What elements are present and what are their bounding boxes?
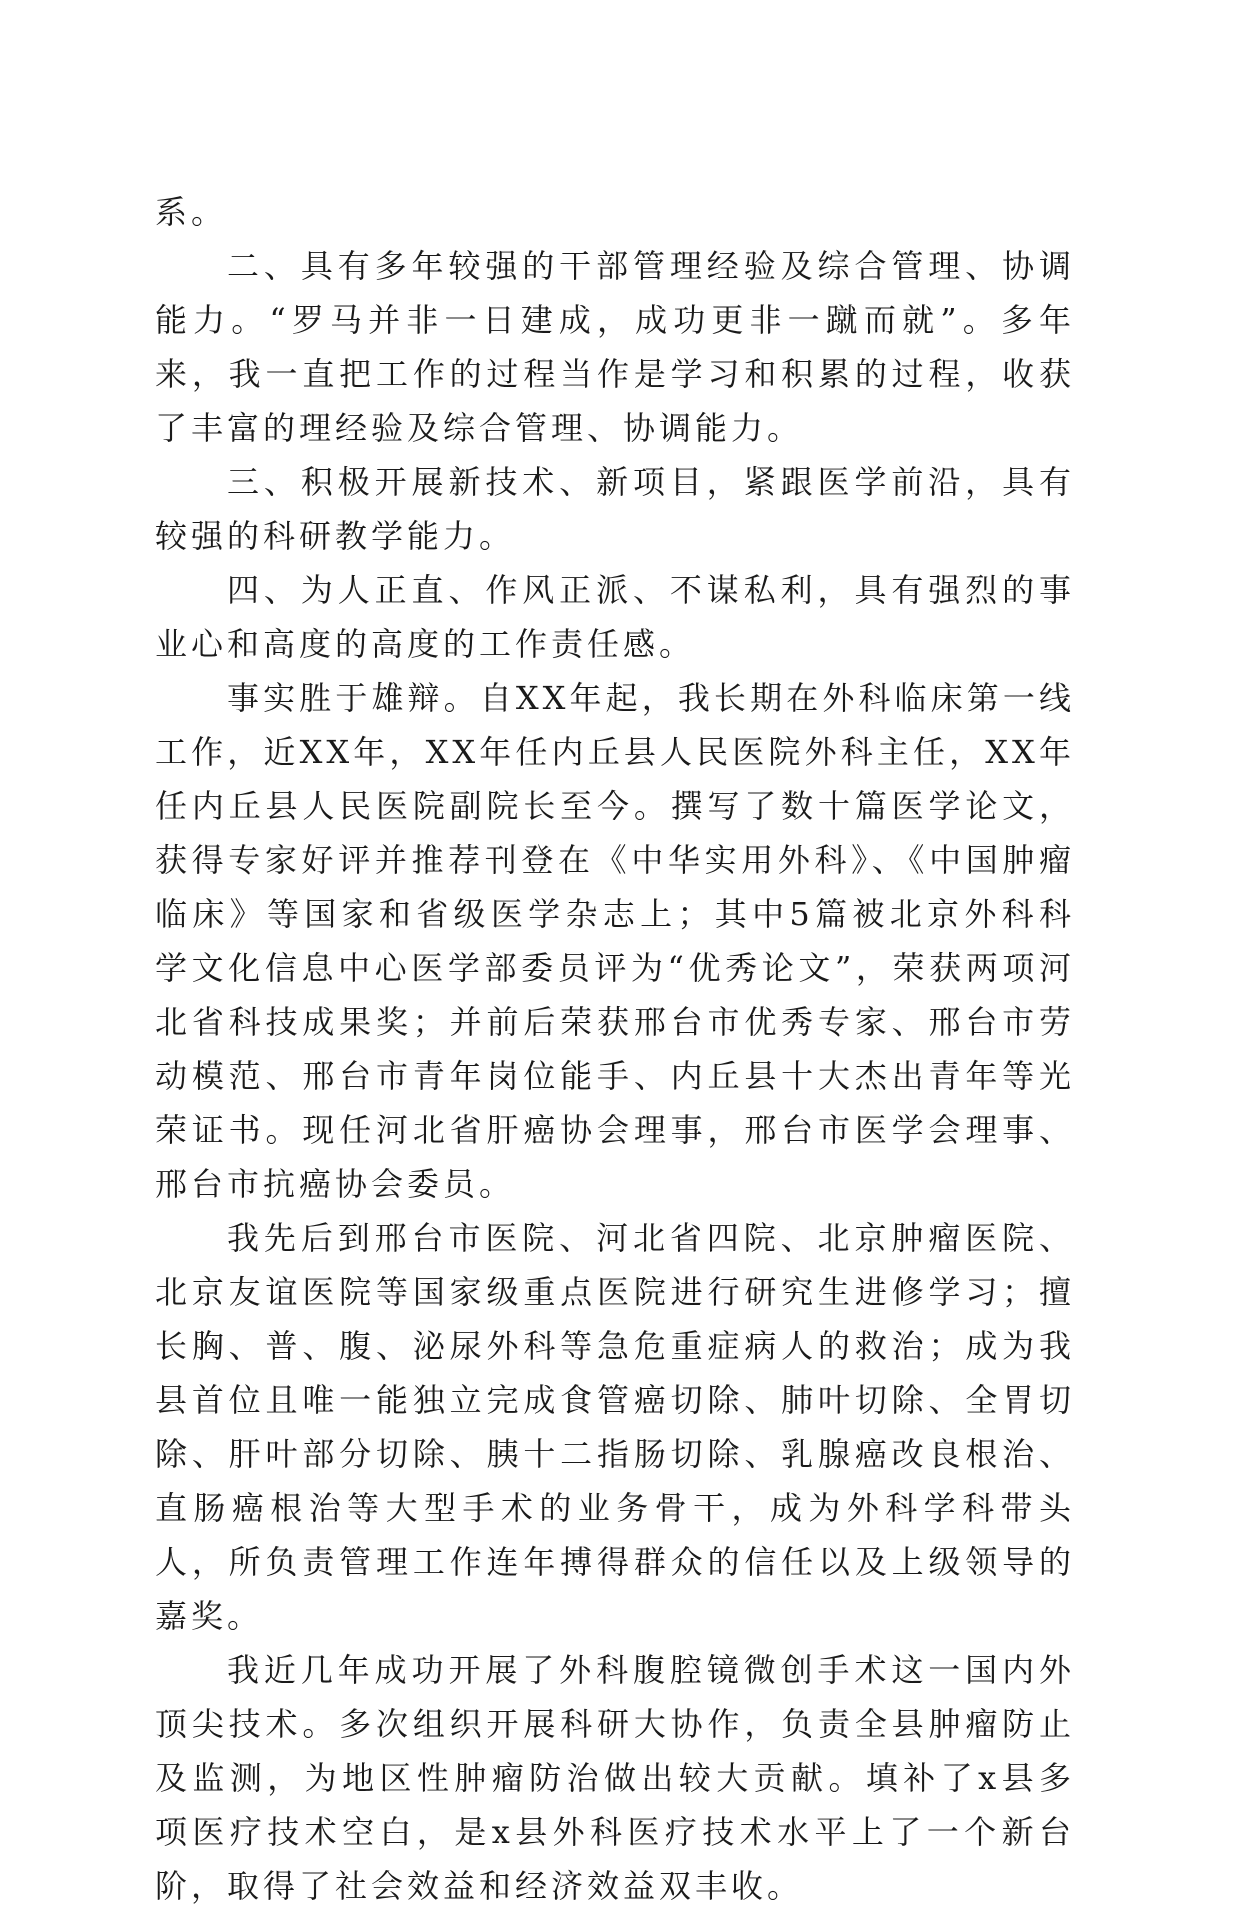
paragraph-achievements: 我近几年成功开展了外科腹腔镜微创手术这一国内外顶尖技术。多次组织开展科研大协作，负责全县肿瘤防止及监测，为地区性肿瘤防治做出较大贡献。填补了x县多项医疗技术空白，是x县外科医疗技术水平上了一个新台阶，取得了社会效益和经济效益双丰收。 — [155, 1651, 1075, 1905]
paragraph-point-four: 四、为人正直、作风正派、不谋私利，具有强烈的事业心和高度的高度的工作责任感。 — [155, 571, 1075, 663]
paragraph-training-skills: 我先后到邢台市医院、河北省四院、北京肿瘤医院、北京友谊医院等国家级重点医院进行研究生进修学习；擅长胸、普、腹、泌尿外科等急危重症病人的救治；成为我县首位且唯一能独立完成食管癌切除、肺叶切除、全胃切除、肝叶部分切除、胰十二指肠切除、乳腺癌改良根治、直肠癌根治等大型手术的业务骨干，成为外科学科带头人，所负责管理工作连年搏得群众的信任以及上级领导的嘉奖。 — [155, 1219, 1075, 1635]
paragraph-point-three: 三、积极开展新技术、新项目，紧跟医学前沿，具有较强的科研教学能力。 — [155, 463, 1075, 555]
paragraph-continuation: 系。 — [155, 193, 228, 231]
document-body — [155, 185, 1075, 1913]
paragraph-point-two: 二、具有多年较强的干部管理经验及综合管理、协调能力。“罗马并非一日建成，成功更非一蹴而就”。多年来，我一直把工作的过程当作是学习和积累的过程，收获了丰富的理经验及综合管理、协调能力。 — [155, 247, 1075, 447]
paragraph-career-record: 事实胜于雄辩。自XX年起，我长期在外科临床第一线工作，近XX年，XX年任内丘县人民医院外科主任，XX年任内丘县人民医院副院长至今。撰写了数十篇医学论文，获得专家好评并推荐刊登在《中华实用外科》、《中国肿瘤临床》等国家和省级医学杂志上；其中5篇被北京外科科学文化信息中心医学部委员评为“优秀论文”，荣获两项河北省科技成果奖；并前后荣获邢台市优秀专家、邢台市劳动模范、邢台市青年岗位能手、内丘县十大杰出青年等光荣证书。现任河北省肝癌协会理事，邢台市医学会理事、邢台市抗癌协会委员。 — [155, 679, 1075, 1203]
